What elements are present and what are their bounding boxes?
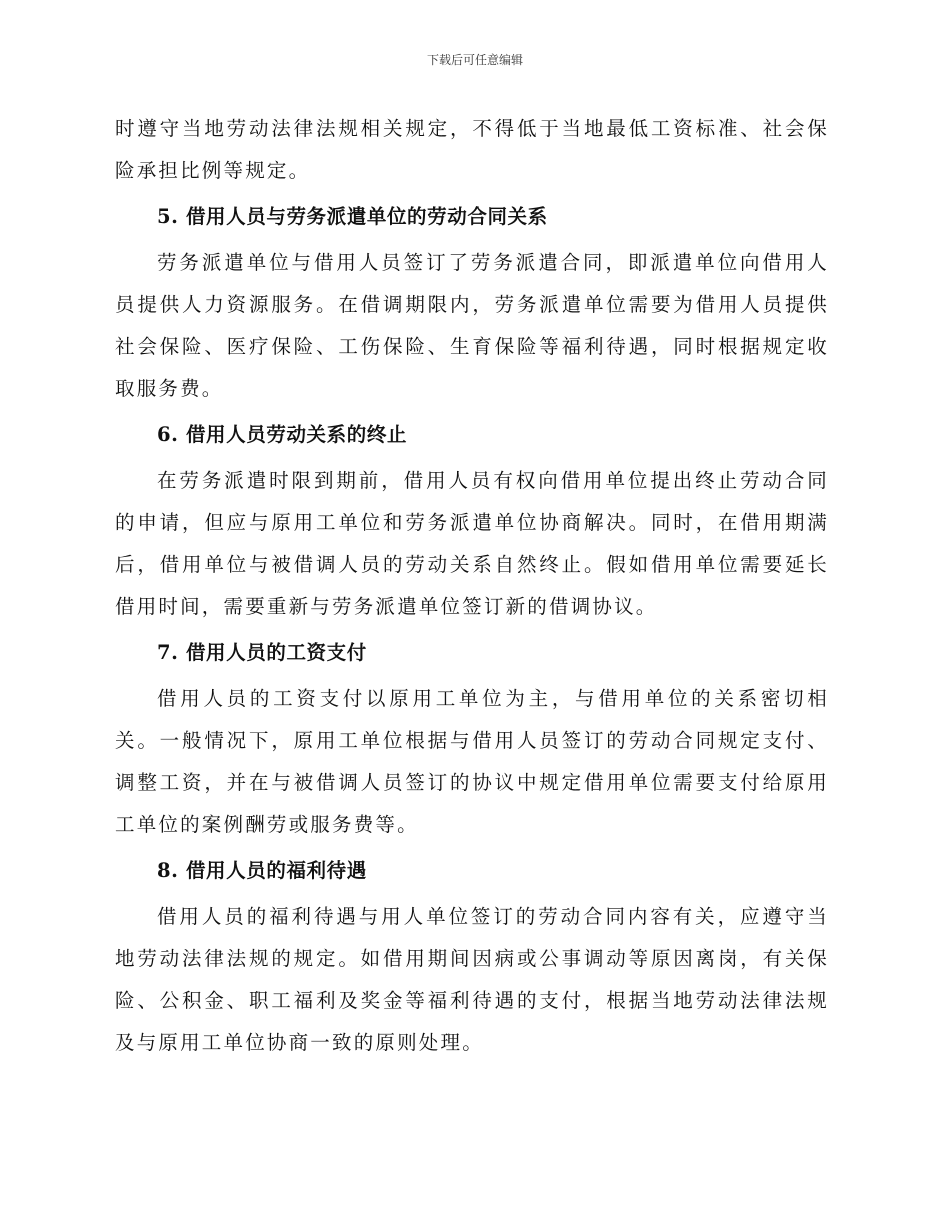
paragraph-continuation: 时遵守当地劳动法律法规相关规定，不得低于当地最低工资标准、社会保险承担比例等规定。 bbox=[115, 117, 829, 182]
page-header: 下载后可任意编辑 bbox=[426, 53, 523, 67]
section-heading-8: 8. 借用人员的福利待遇 bbox=[157, 859, 367, 882]
paragraph-section-5: 劳务派遣单位与借用人员签订了劳务派遣合同，即派遣单位向借用人员提供人力资源服务。在借调期限内，劳务派遣单位需要为借用人员提供社会保险、医疗保险、工伤保险、生育保险等福利待遇，同时根据规定收取服务费。 bbox=[115, 251, 829, 400]
section-heading-5: 5. 借用人员与劳务派遣单位的劳动合同关系 bbox=[157, 205, 548, 228]
section-heading-6: 6. 借用人员劳动关系的终止 bbox=[157, 423, 408, 446]
section-heading-7: 7. 借用人员的工资支付 bbox=[157, 641, 367, 664]
paragraph-section-6: 在劳务派遣时限到期前，借用人员有权向借用单位提出终止劳动合同的申请，但应与原用工单位和劳务派遣单位协商解决。同时，在借用期满后，借用单位与被借调人员的劳动关系自然终止。假如借用单位需要延长借用时间，需要重新与劳务派遣单位签订新的借调协议。 bbox=[115, 469, 829, 618]
paragraph-section-7: 借用人员的工资支付以原用工单位为主，与借用单位的关系密切相关。一般情况下，原用工单位根据与借用人员签订的劳动合同规定支付、调整工资，并在与被借调人员签订的协议中规定借用单位需要支付给原用工单位的案例酬劳或服务费等。 bbox=[115, 687, 829, 836]
document-body bbox=[115, 108, 829, 1064]
paragraph-section-8: 借用人员的福利待遇与用人单位签订的劳动合同内容有关，应遵守当地劳动法律法规的规定。如借用期间因病或公事调动等原因离岗，有关保险、公积金、职工福利及奖金等福利待遇的支付，根据当地劳动法律法规及与原用工单位协商一致的原则处理。 bbox=[115, 905, 829, 1054]
